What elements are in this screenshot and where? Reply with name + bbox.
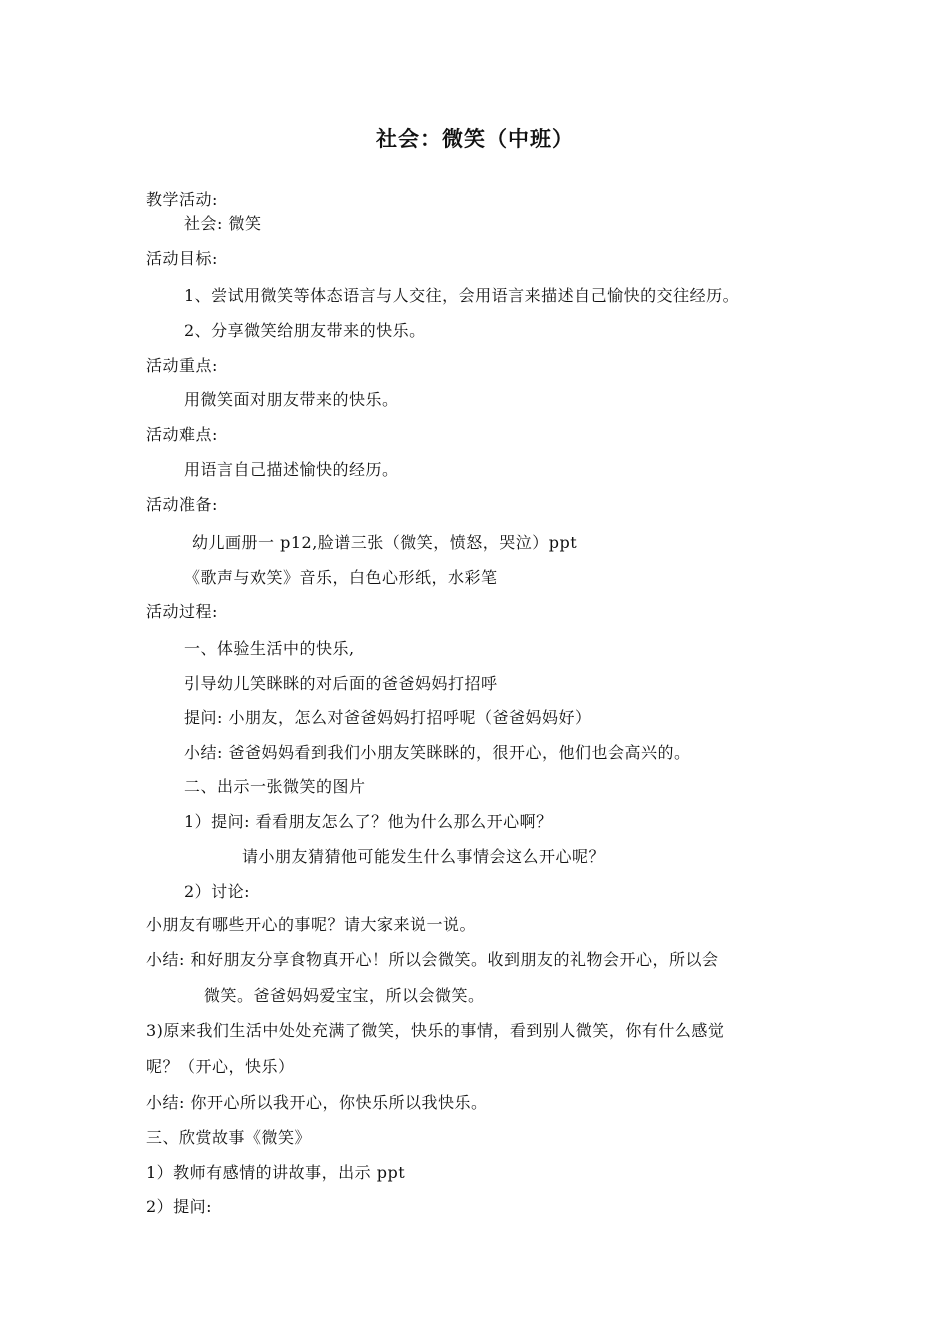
text-line: 1）提问: 看看朋友怎么了？他为什么那么开心啊？ [184,812,553,831]
text-line: 三、欣赏故事《微笑》 [146,1128,312,1147]
text-line: 2）提问: [146,1197,213,1216]
text-line: 2）讨论: [184,882,251,901]
text-line: 引导幼儿笑眯眯的对后面的爸爸妈妈打招呼 [184,674,498,693]
text-line: 1）教师有感情的讲故事，出示 ppt [146,1163,406,1182]
text-line: 3)原来我们生活中处处充满了微笑，快乐的事情，看到别人微笑，你有什么感觉 [146,1021,725,1040]
text-line: 一、体验生活中的快乐, [184,639,355,658]
text-line: 用语言自己描述愉快的经历。 [184,460,399,479]
text-line: 教学活动: [146,190,218,209]
text-line: 小结: 和好朋友分享食物真开心！所以会微笑。收到朋友的礼物会开心，所以会 [146,950,719,969]
section-heading: 活动过程: [146,602,218,621]
text-line: 呢？（开心，快乐） [146,1057,295,1076]
text-line: 小朋友有哪些开心的事呢？请大家来说一说。 [146,915,477,934]
text-line: 《歌声与欢笑》音乐，白色心形纸，水彩笔 [184,568,498,587]
text-line: 小结: 爸爸妈妈看到我们小朋友笑眯眯的，很开心，他们也会高兴的。 [184,743,691,762]
text-line: 请小朋友猜猜他可能发生什么事情会这么开心呢？ [242,847,606,866]
text-line: 2、分享微笑给朋友带来的快乐。 [184,321,426,340]
section-heading: 活动目标: [146,249,218,268]
section-heading: 活动重点: [146,356,218,375]
section-heading: 活动准备: [146,495,218,514]
text-line: 幼儿画册一 p12,脸谱三张（微笑，愤怒，哭泣）ppt [192,533,578,552]
document-title: 社会：微笑（中班） [376,127,574,151]
text-line: 1、尝试用微笑等体态语言与人交往，会用语言来描述自己愉快的交往经历。 [184,286,740,305]
text-line: 提问: 小朋友，怎么对爸爸妈妈打招呼呢（爸爸妈妈好） [184,708,592,727]
text-line: 社会: 微笑 [184,214,262,233]
text-line: 微笑。爸爸妈妈爱宝宝，所以会微笑。 [204,986,485,1005]
section-heading: 活动难点: [146,425,218,444]
text-line: 小结: 你开心所以我开心，你快乐所以我快乐。 [146,1093,488,1112]
text-line: 用微笑面对朋友带来的快乐。 [184,390,399,409]
text-line: 二、出示一张微笑的图片 [184,777,366,796]
